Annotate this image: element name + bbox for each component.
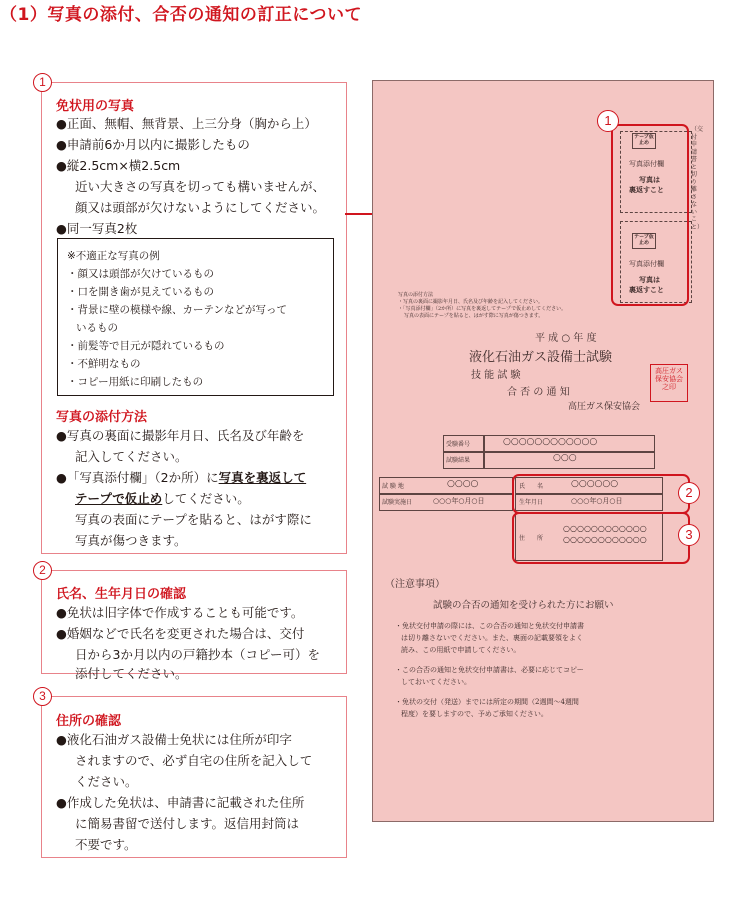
addr-line-3: ください。 (75, 774, 138, 789)
section-heading-photo: 免状用の写真 (56, 99, 135, 114)
marker-3: 3 (678, 524, 700, 546)
photo-req-5: 顔又は頭部が欠けないようにしてください。 (75, 200, 326, 215)
example-6: ・コピー用紙に印刷したもの (67, 376, 204, 388)
attach-note-2: ・「写真添付欄」（2か所）に写真を裏返してテープで仮止めしてください。 (398, 306, 567, 312)
tape-label-2: テープ仮止め (632, 233, 656, 249)
date-value: ○○○年○月○日 (433, 497, 485, 505)
attach-line-4a: テープで仮止め (75, 491, 163, 506)
note-3b: 程度）を要しますので、予めご承知ください。 (401, 710, 548, 718)
name-line-3: 日から3か月以内の戸籍抄本（コピー可）を (75, 647, 320, 662)
marker-2: 2 (678, 482, 700, 504)
exam-no-label: 受験番号 (446, 441, 471, 448)
attach-line-1: ●写真の裏面に撮影年月日、氏名及び年齢を (56, 428, 305, 443)
attach-line-3b: 写真を裏返して (218, 470, 307, 485)
section-heading-name: 氏名、生年月日の確認 (56, 587, 187, 602)
exam-no-value: ○○○○○○○○○○○○ (503, 437, 598, 447)
birth-label: 生年月日 (519, 499, 544, 506)
form-notice: 合 否 の 通 知 (507, 387, 570, 398)
photo-label-1: 写真添付欄 (629, 160, 664, 168)
form-org: 高圧ガス保安協会 (568, 402, 641, 412)
name-line-4: 添付してください。 (75, 666, 188, 681)
photo-req-1: ●正面、無帽、無背景、上三分身（胸から上） (56, 116, 317, 131)
address-label: 住 所 (519, 535, 544, 542)
area-label: 試 験 地 (382, 483, 404, 490)
form-skill: 技 能 試 験 (471, 370, 521, 381)
example-1: ・顔又は頭部が欠けているもの (67, 268, 214, 280)
highlight-name-birth (512, 474, 690, 514)
attach-line-3a: ●「写真添付欄」（2か所）に (56, 470, 219, 485)
highlight-photo-slots (611, 124, 689, 306)
note-3a: ・免状の交付（発送）までには所定の期間（2週間〜4週間 (395, 698, 579, 706)
example-2: ・口を開き歯が見えているもの (67, 286, 214, 298)
notes-heading: 試験の合否の通知を受けられた方にお願い (433, 600, 614, 611)
tape-label-1: テープ仮止め (632, 133, 656, 149)
note-1c: 読み、この用紙で申請してください。 (401, 646, 521, 654)
area-value: ○○○○ (447, 479, 479, 489)
example-3: ・背景に壁の模様や線、カーテンなどが写って (67, 304, 287, 316)
examples-title: ※不適正な写真の例 (67, 250, 160, 262)
note-1a: ・免状交付申請の際には、この合否の通知と免状交付申請書 (395, 622, 584, 630)
photo-instr-1b: 裏返すこと (629, 185, 664, 194)
attach-line-5: 写真の表面にテープを貼ると、はがす際に (75, 512, 312, 527)
address-value-1: ○○○○○○○○○○○○ (563, 524, 647, 533)
note-2b: しておいてください。 (401, 678, 471, 686)
address-value-2: ○○○○○○○○○○○○ (563, 535, 647, 544)
photo-instr-1a: 写真は (639, 175, 660, 184)
photo-req-2: ●申請前6か月以内に撮影したもの (56, 137, 250, 152)
side-note: （交付申請書と切り離さないこと） (691, 126, 704, 231)
attach-note-1: ・写真の裏面に撮影年月日、氏名及び年齢を記入してください。 (398, 299, 544, 305)
notes-title: （注意事項） (385, 579, 445, 590)
photo-req-4: 近い大きさの写真を切っても構いませんが、 (75, 179, 326, 194)
photo-req-6: ●同一写真2枚 (56, 221, 138, 236)
note-2a: ・この合否の通知と免状交付申請書は、必要に応じてコピー (395, 666, 584, 674)
attach-line-2: 記入してください。 (75, 449, 188, 464)
addr-line-2: されますので、必ず自宅の住所を記入して (75, 753, 313, 768)
result-value: ○○○ (553, 453, 577, 463)
name-label: 氏 名 (519, 483, 544, 490)
highlight-address (512, 512, 690, 564)
marker-1: 1 (597, 110, 619, 132)
seal-stamp: 高圧ガス保安協会之印 (650, 364, 688, 402)
photo-label-2: 写真添付欄 (629, 260, 664, 268)
attach-line-4 (75, 489, 250, 507)
attach-note-3: 写真の表面にテープを貼ると、はがす際に写真が傷つきます。 (404, 313, 544, 319)
photo-instr-2b: 裏返すこと (629, 285, 664, 294)
example-4: ・前髪等で目元が隠れているもの (67, 340, 225, 352)
badge-3: 3 (33, 687, 52, 706)
note-1b: は切り離さないでください。また、裏面の記載要領をよく (401, 634, 583, 642)
section-heading-address: 住所の確認 (56, 714, 122, 729)
attach-title: 写真の添付方法 (398, 292, 434, 298)
section-heading-attach: 写真の添付方法 (56, 410, 148, 425)
addr-line-1: ●液化石油ガス設備士免状には住所が印字 (56, 732, 292, 747)
example-3-cont: いるもの (76, 322, 118, 334)
attach-line-4b: してください。 (162, 491, 250, 506)
addr-line-4: ●作成した免状は、申請書に記載された住所 (56, 795, 305, 810)
example-5: ・不鮮明なもの (67, 358, 141, 370)
birth-value: ○○○年○月○日 (571, 497, 623, 505)
badge-1: 1 (33, 73, 52, 92)
attach-line-3 (56, 468, 306, 486)
photo-req-3: ●縦2.5cm×横2.5cm (56, 158, 181, 173)
date-label: 試験実施日 (382, 499, 413, 506)
name-line-2: ●婚姻などで氏名を変更された場合は、交付 (56, 626, 305, 641)
addr-line-6: 不要です。 (75, 837, 137, 852)
name-value: ○○○○○○ (571, 479, 619, 489)
badge-2: 2 (33, 561, 52, 580)
form-exam-title: 液化石油ガス設備士試験 (469, 350, 613, 365)
addr-line-5: に簡易書留で送付します。返信用封筒は (75, 816, 300, 831)
name-line-1: ●免状は旧字体で作成することも可能です。 (56, 605, 304, 620)
page-title: （1）写真の添付、合否の通知の訂正について (0, 5, 362, 25)
form-era: 平 成 ○ 年 度 (535, 333, 597, 344)
result-label: 試験結果 (446, 457, 471, 464)
photo-instr-2a: 写真は (639, 275, 660, 284)
attach-line-6: 写真が傷つきます。 (75, 533, 187, 548)
